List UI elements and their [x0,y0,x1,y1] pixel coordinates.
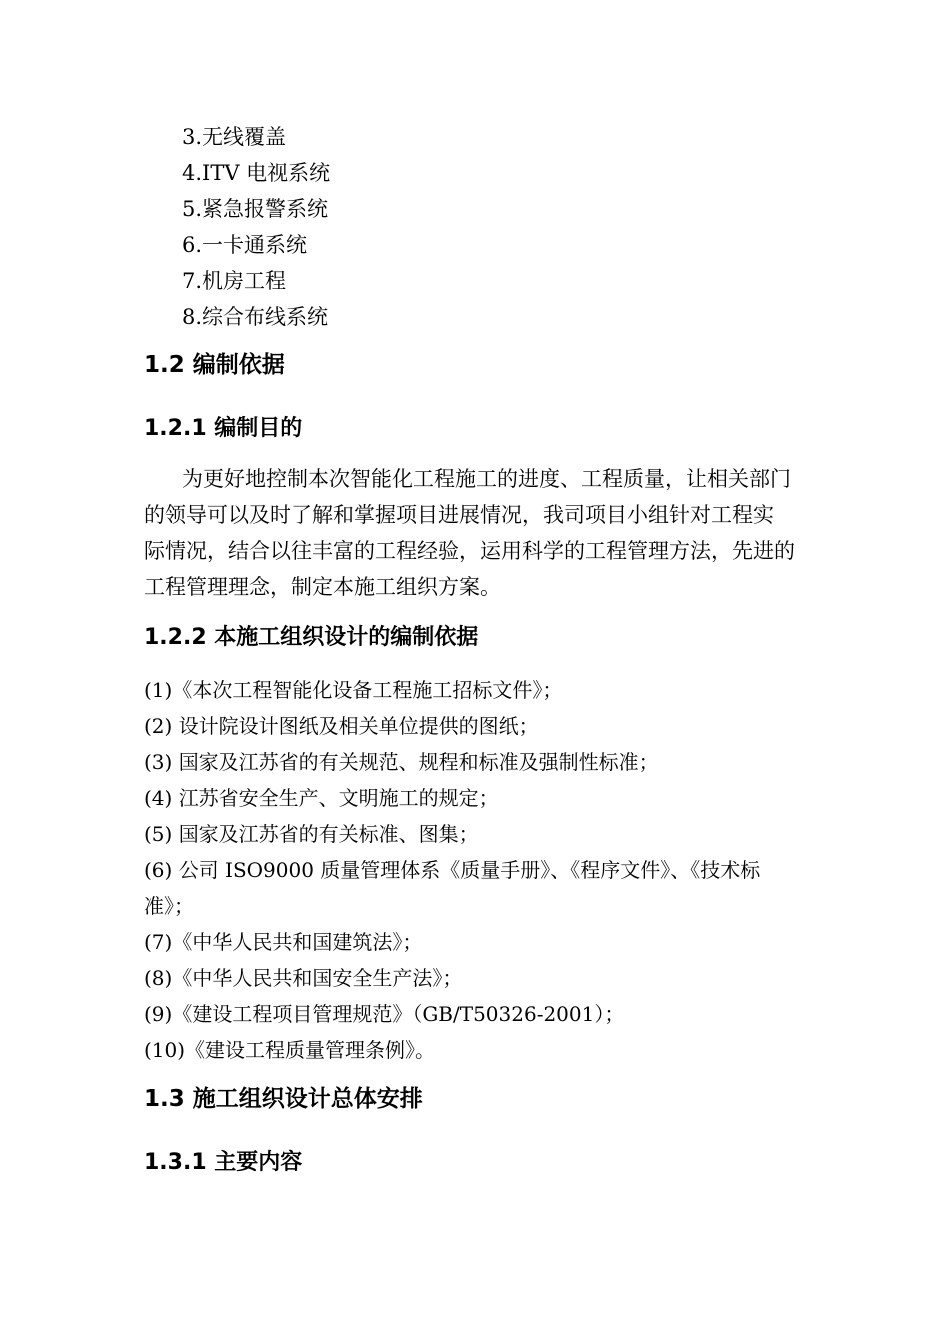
paragraph-line: 工程管理理念，制定本施工组织方案。 [144,575,501,599]
basis-item: (10)《建设工程质量管理条例》。 [144,1038,436,1062]
basis-item: (3) 国家及江苏省的有关规范、规程和标准及强制性标准； [144,750,659,774]
scope-list-item: 7.机房工程 [182,269,287,293]
basis-item: (7)《中华人民共和国建筑法》； [144,930,423,954]
subsection-heading: 1.2.1 编制目的 [144,416,303,441]
basis-item: (1)《本次工程智能化设备工程施工招标文件》； [144,678,563,702]
section-heading: 1.2 编制依据 [144,352,285,378]
purpose-paragraph [144,461,824,605]
paragraph-line: 际情况，结合以往丰富的工程经验，运用科学的工程管理方法，先进的 [144,539,795,563]
basis-item: (9)《建设工程项目管理规范》（GB/T50326-2001）； [144,1002,625,1026]
basis-item: (5) 国家及江苏省的有关标准、图集； [144,822,479,846]
paragraph-line: 为更好地控制本次智能化工程施工的进度、工程质量，让相关部门 [182,467,791,491]
basis-item: 准》； [144,894,194,918]
subsection-heading: 1.2.2 本施工组织设计的编制依据 [144,625,479,650]
basis-item: (2) 设计院设计图纸及相关单位提供的图纸； [144,714,539,738]
basis-item: (4) 江苏省安全生产、文明施工的规定； [144,786,499,810]
paragraph-line: 的领导可以及时了解和掌握项目进展情况，我司项目小组针对工程实 [144,503,774,527]
scope-list-item: 4.ITV 电视系统 [182,161,331,185]
scope-list-item: 6.一卡通系统 [182,233,308,257]
subsection-heading: 1.3.1 主要内容 [144,1150,303,1175]
basis-item: (6) 公司 ISO9000 质量管理体系《质量手册》、《程序文件》、《技术标 [144,858,761,882]
scope-list-item: 5.紧急报警系统 [182,197,329,221]
section-heading: 1.3 施工组织设计总体安排 [144,1086,423,1112]
scope-list-item: 3.无线覆盖 [182,125,287,149]
basis-item: (8)《中华人民共和国安全生产法》； [144,966,463,990]
scope-list-item: 8.综合布线系统 [182,305,329,329]
